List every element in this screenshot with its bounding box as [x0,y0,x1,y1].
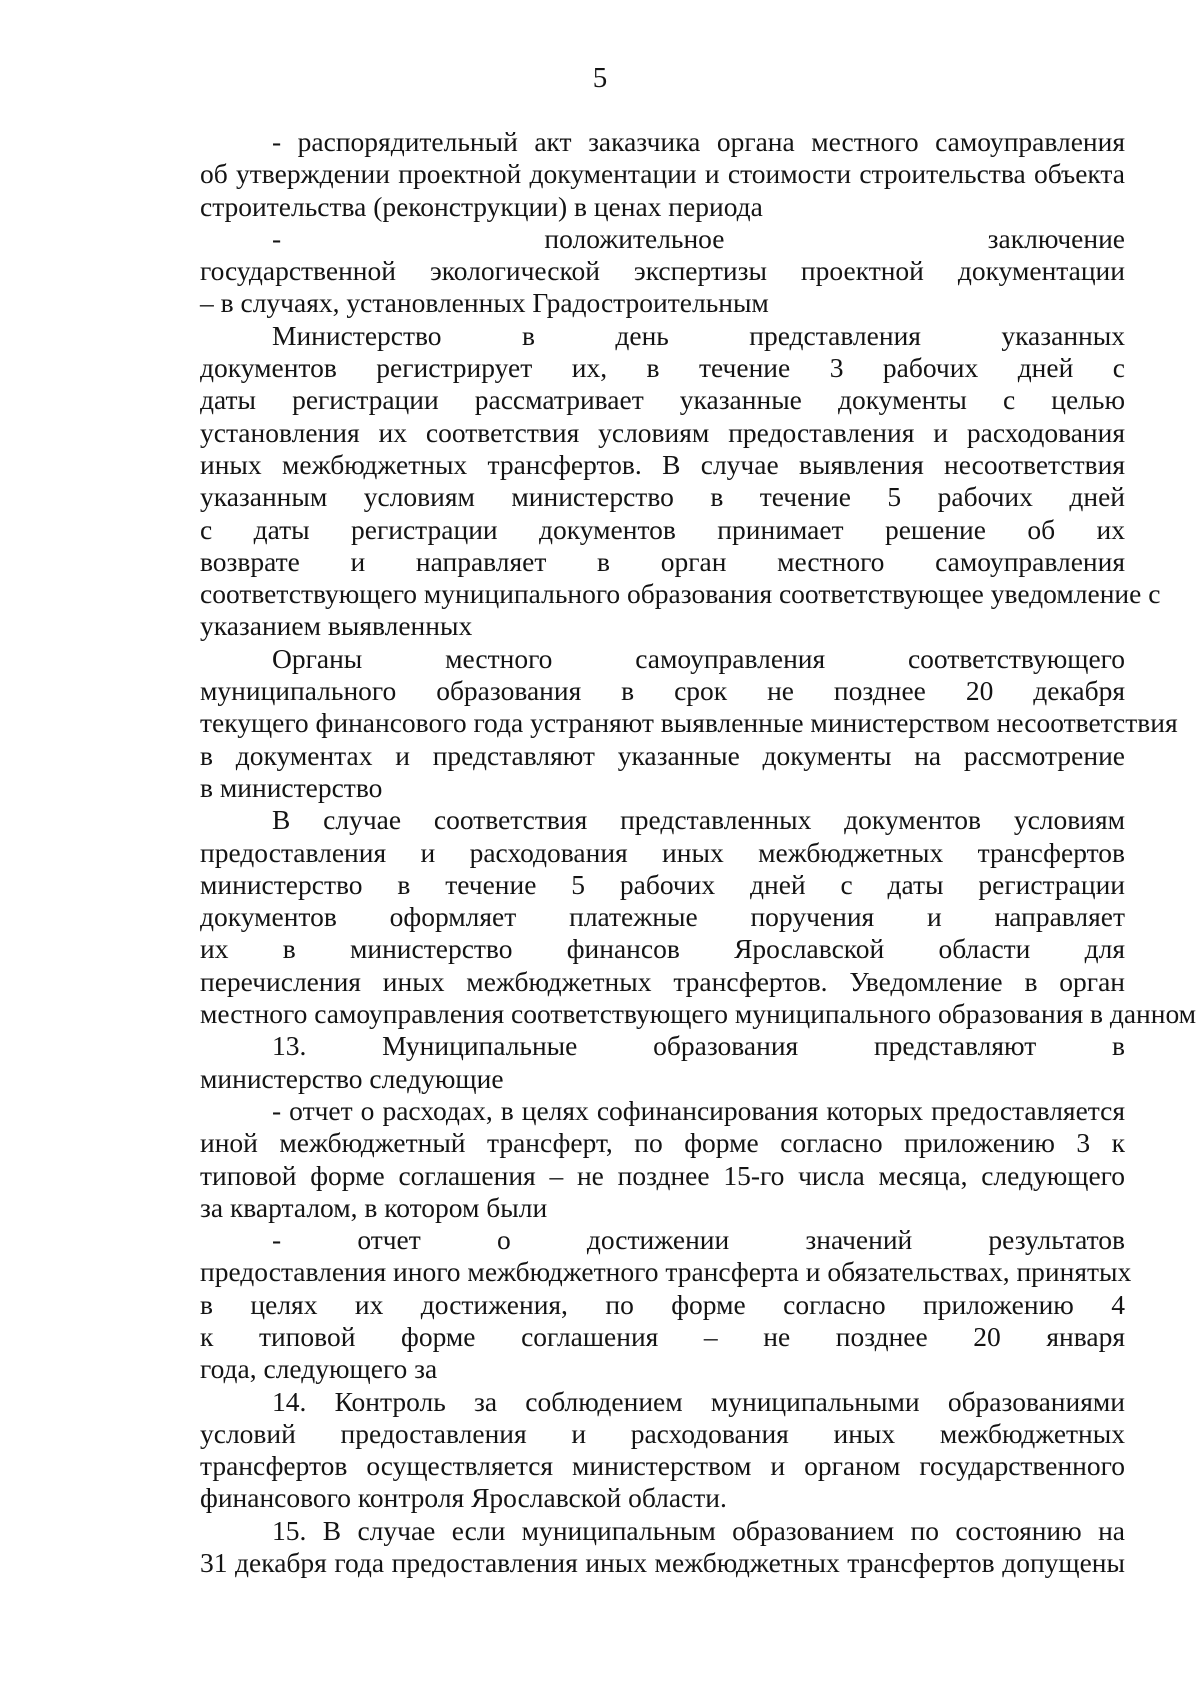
paragraph: - отчет о достижении значений результатов предоставления иного межбюджетного трансферта и обязательствах, принятых в целях их достижения, по форме согласно приложению 4 к типовой форме соглашения – не позднее 20 января года, следующего за [200,1224,1132,1385]
document-body [200,126,1197,1579]
page-number: 5 [592,62,608,94]
paragraph: 13. Муниципальные образования представляют в министерство следующие [200,1030,1125,1094]
paragraph: Министерство в день представления указанных документов регистрирует их, в течение 3 рабочих дней с даты регистрации рассматривает указанные документы с целью установления их соответствия условиям предоставления и расходования иных межбюджетных трансфертов. В случае выявления несоответствия указанным условиям министерство в течение 5 рабочих дней с даты регистрации документов принимает решение об их возврате и направляет в орган местного самоуправления соответствующего муниципального образования соответствующее уведомление с указанием выявленных [200,319,1161,642]
paragraph: В случае соответствия представленных документов условиям предоставления и расходования иных межбюджетных трансфертов министерство в течение 5 рабочих дней с даты регистрации документов оформляет платежные поручения и направляет их в министерство финансов Ярославской области для перечисления иных межбюджетных трансфертов. Уведомление в орган местного самоуправления соответствующего муниципального образования в данном [200,804,1197,1030]
paragraph: 14. Контроль за соблюдением муниципальными образованиями условий предоставления и расходования иных межбюджетных трансфертов осуществляется министерством и органом государственного финансового контроля Ярославской области. [200,1385,1125,1514]
paragraph: Органы местного самоуправления соответствующего муниципального образования в срок не позднее 20 декабря текущего финансового года устраняют выявленные министерством несоответствия в документах и представляют указанные документы на рассмотрение в министерство [200,642,1178,803]
paragraph: - положительное заключение государственной экологической экспертизы проектной документации – в случаях, установленных Градостроительным [200,222,1125,319]
paragraph: - распорядительный акт заказчика органа местного самоуправления об утверждении проектной документации и стоимости строительства объекта строительства (реконструкции) в ценах периода [200,126,1125,222]
paragraph: 15. В случае если муниципальным образованием по состоянию на 31 декабря года предоставления иных межбюджетных трансфертов допущены [200,1514,1125,1579]
paragraph: - отчет о расходах, в целях софинансирования которых предоставляется иной межбюджетный трансферт, по форме согласно приложению 3 к типовой форме соглашения – не позднее 15-го числа месяца, следующего за кварталом, в котором были [200,1094,1125,1223]
